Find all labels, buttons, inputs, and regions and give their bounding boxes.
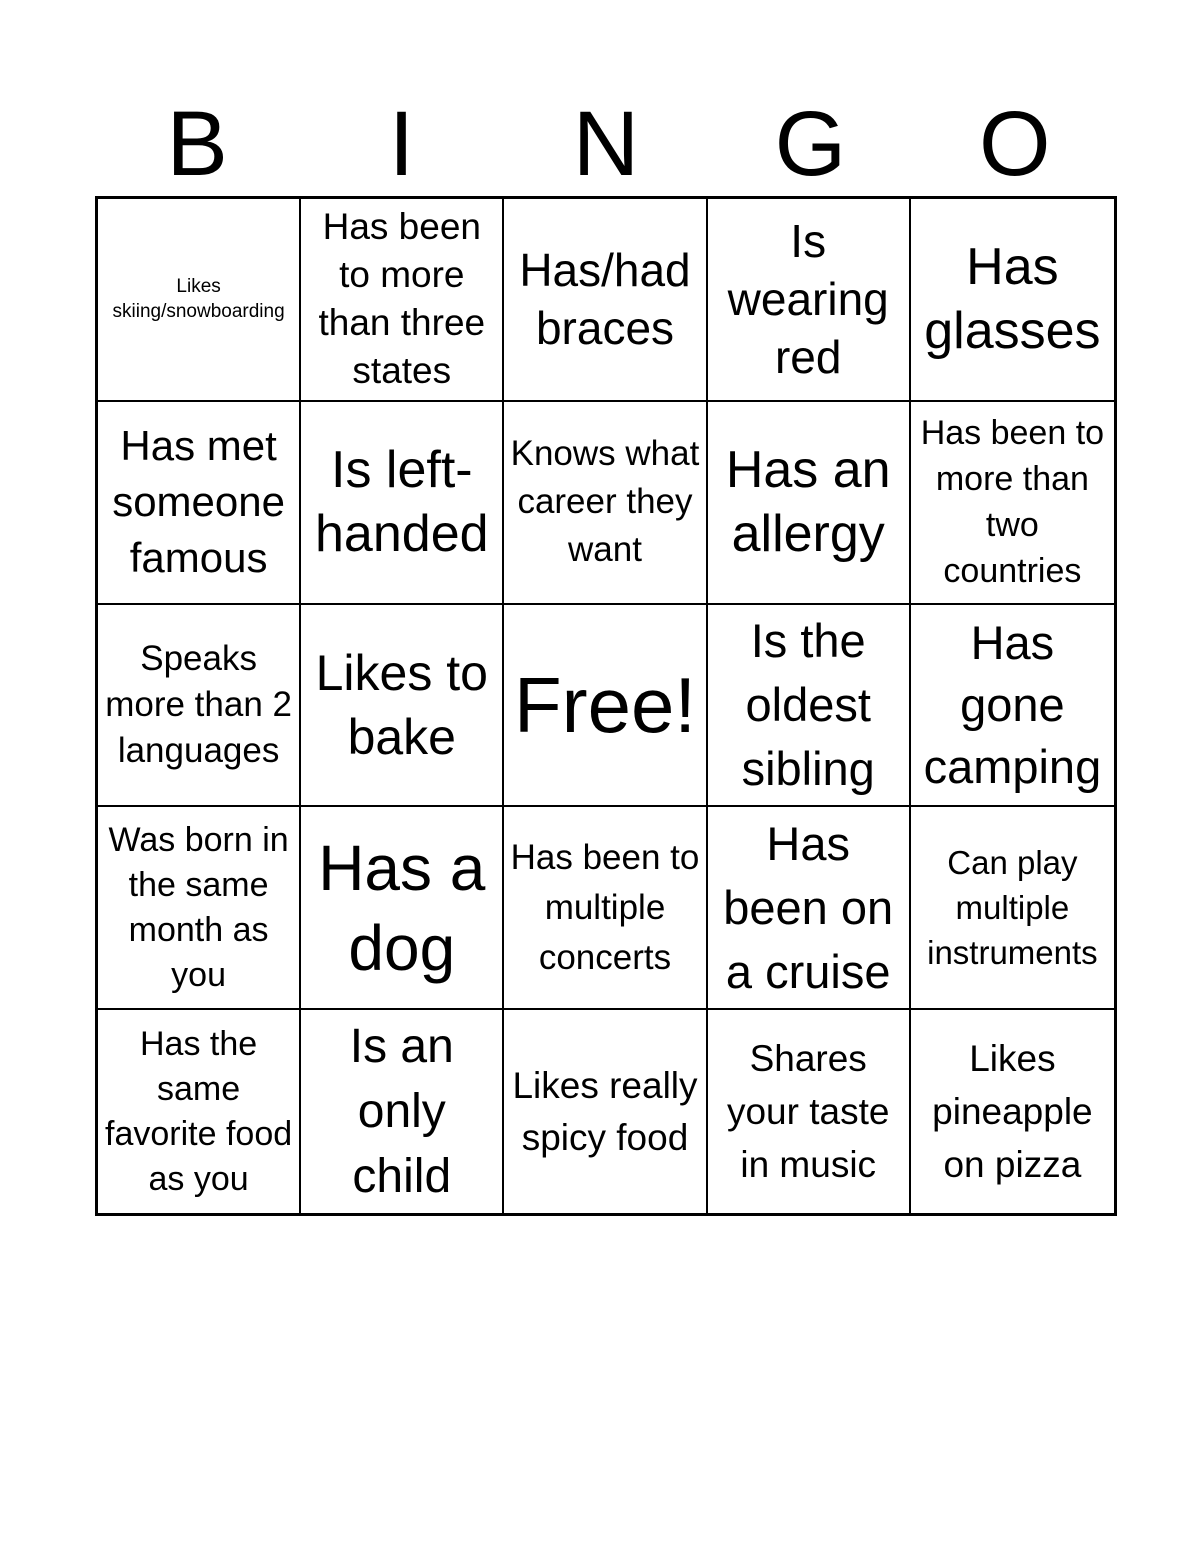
cell-text: Likes really spicy food xyxy=(512,1064,698,1158)
cell-text: Likes pineapple on pizza xyxy=(932,1038,1093,1186)
cell-text: Has been on a cruise xyxy=(723,816,894,998)
cell-text: Can play multiple instruments xyxy=(927,844,1098,972)
bingo-cell xyxy=(98,807,301,1010)
bingo-cell xyxy=(301,807,504,1010)
cell-text: Knows what career they want xyxy=(510,434,700,570)
cell-text: Has been to multiple concerts xyxy=(510,837,700,977)
header-letter-o: O xyxy=(978,93,1051,195)
bingo-header xyxy=(95,92,1117,196)
bingo-cell xyxy=(504,402,707,605)
cell-text-free: Free! xyxy=(513,660,697,749)
header-letter-i: I xyxy=(388,93,415,195)
header-letter-n: N xyxy=(572,93,640,195)
bingo-cell xyxy=(911,1010,1114,1213)
cell-text: Has the same favorite food as you xyxy=(105,1024,293,1198)
cell-text: Has been to more than two countries xyxy=(920,414,1105,591)
bingo-cell xyxy=(504,1010,707,1213)
bingo-cell xyxy=(911,199,1114,402)
bingo-cell xyxy=(98,1010,301,1213)
bingo-cell xyxy=(504,199,707,402)
bingo-cell xyxy=(301,402,504,605)
cell-text: Likes skiing/snowboarding xyxy=(112,276,285,323)
bingo-cell xyxy=(301,199,504,402)
header-letter-b: B xyxy=(166,93,228,195)
cell-text: Shares your taste in music xyxy=(726,1038,890,1186)
cell-text: Is wearing red xyxy=(727,215,889,384)
cell-text: Has an allergy xyxy=(725,441,891,564)
cell-text: Has/had braces xyxy=(519,244,691,355)
cell-text: Has gone camping xyxy=(923,615,1102,793)
bingo-cell xyxy=(911,807,1114,1010)
bingo-cell xyxy=(911,605,1114,808)
cell-text: Has glasses xyxy=(924,238,1101,361)
bingo-cell xyxy=(911,402,1114,605)
bingo-cell xyxy=(708,807,911,1010)
cell-text: Has met someone famous xyxy=(112,422,285,582)
bingo-cell xyxy=(98,199,301,402)
bingo-cell xyxy=(708,1010,911,1213)
bingo-cell xyxy=(98,605,301,808)
cell-text: Is the oldest sibling xyxy=(741,613,875,795)
bingo-cell xyxy=(708,605,911,808)
cell-text: Is an only child xyxy=(349,1020,454,1204)
cell-text: Has been to more than three states xyxy=(318,206,486,392)
bingo-grid xyxy=(95,196,1117,1216)
bingo-cell xyxy=(708,402,911,605)
bingo-cell xyxy=(301,1010,504,1213)
cell-text: Has a dog xyxy=(318,831,486,984)
cell-text: Was born in the same month as you xyxy=(108,820,289,994)
cell-text: Speaks more than 2 languages xyxy=(105,638,292,770)
bingo-cell xyxy=(301,605,504,808)
header-letter-g: G xyxy=(774,93,847,195)
bingo-cell-free xyxy=(504,605,707,808)
cell-text: Is left-handed xyxy=(315,441,489,564)
cell-text: Likes to bake xyxy=(315,644,488,765)
bingo-cell xyxy=(98,402,301,605)
bingo-cell xyxy=(708,199,911,402)
bingo-cell xyxy=(504,807,707,1010)
